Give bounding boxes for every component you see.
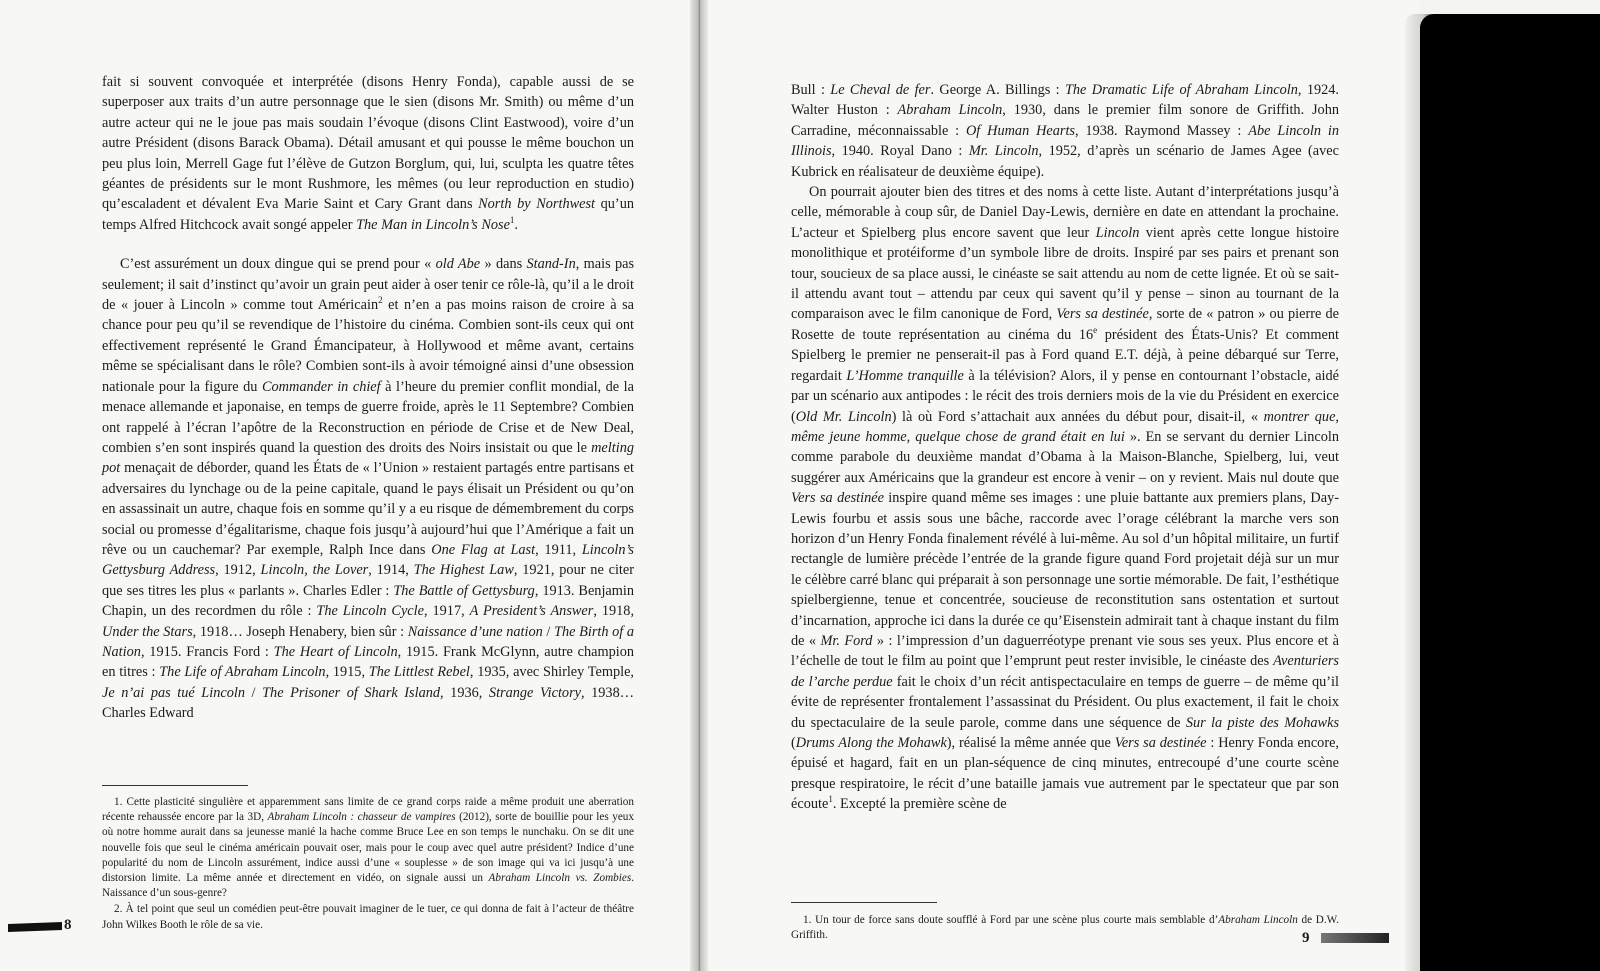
footnote-1-right bbox=[791, 913, 1339, 943]
text-run: 1. Un tour de force sans doute soufflé à Ford par une scène plus courte mais semblable d’ bbox=[803, 914, 1219, 926]
film-title: The Battle of Gettysburg bbox=[393, 582, 535, 599]
film-title: Old Mr. Lincoln bbox=[795, 408, 892, 425]
film-title: Abraham Lincoln : chasseur de vampires bbox=[267, 811, 456, 824]
text-run: de D.W. Griffith. bbox=[791, 914, 1339, 942]
text-run: , mais pas seulement; il sait d’instinct qu’avoir un grain peut aider à oser tenir ce rôle-là, qu’il a le droit de « jouer à Lincoln » comme tout Américain bbox=[102, 256, 635, 314]
left-page bbox=[0, 0, 690, 971]
text-run: / bbox=[542, 623, 555, 640]
right-body-text bbox=[791, 80, 1339, 815]
page-number-right: 9 bbox=[1302, 930, 1310, 946]
film-title: Abraham Lincoln bbox=[1218, 914, 1298, 926]
text-run: , 1915. Frank McGlynn, autre champion en titres : bbox=[102, 643, 634, 681]
left-paragraph-2 bbox=[102, 254, 634, 723]
film-title: The Lincoln Cycle bbox=[316, 603, 424, 620]
text-run: , 1914, bbox=[368, 562, 414, 579]
text-run: » dans bbox=[480, 256, 527, 273]
text-run: 2. À tel point que seul un comédien peut-être pouvait imaginer de le tuer, ce qui donna de fait à l’acteur de théâtre John Wilkes Booth le rôle de sa vie. bbox=[102, 903, 634, 931]
text-run: , 1913. Benjamin Chapin, un des recordmen du rôle : bbox=[102, 582, 635, 620]
text-run: , 1918, bbox=[593, 603, 635, 620]
left-footnotes bbox=[102, 795, 634, 933]
text-run: , 1915. Francis Ford : bbox=[140, 643, 274, 660]
film-title: Lincoln’s Gettysburg Address bbox=[102, 541, 634, 579]
text-run: ) là où Ford s’attachait aux années du début pour, disait-il, « bbox=[891, 408, 1264, 425]
film-title: Lincoln bbox=[1095, 224, 1140, 241]
text-run: , 1935, avec Shirley Temple, bbox=[469, 664, 634, 681]
text-run: , 1917, bbox=[423, 603, 470, 620]
text-run: C’est assurément un doux dingue qui se prend pour « bbox=[120, 256, 436, 273]
footnote-ref[interactable]: 1 bbox=[509, 215, 515, 226]
text-run: : Henry Fonda encore, épuisé et hagard, fait en un plan-séquence de cinq minutes, entrecoupé d’une courte scène presque respiratoire, le récit d’une bataille jamais vue autrement par le spectateur que par son écoute bbox=[791, 735, 1339, 813]
text-run: fait si souvent convoquée et interprétée (disons Henry Fonda), capable aussi de se superposer aux traits d’un autre personnage que le sien (disons Mr. Smith) ou même d’un autre acteur qui ne le joue pas mais soudain l’évoque (disons Clint Eastwood), voire d’un autre Président (disons Barack Obama). Détail amusant et qui pousse le même bouchon un peu plus loin, Merrell Gage fut l’élève de Gutzon Borglum, qui, lui, sculpta les quatre têtes géantes de présidents sur le mont Rushmore, les mêmes (ou leur reproduction en studio) qu’escaladent et dévalent Eva Marie Saint et Cary Grant dans bbox=[102, 74, 634, 213]
text-run: fait le choix d’un récit antispectaculaire en temps de guerre – de même qu’il évite de représenter frontalement l’assassinat du Président. Ou plus exactement, il fait le choix du spectaculaire de la seule parole, comme dans une séquence de bbox=[791, 673, 1339, 731]
page-number-left: 8 bbox=[64, 917, 72, 933]
footnote-1 bbox=[102, 795, 634, 901]
book-gutter bbox=[690, 0, 708, 971]
text-run: , 1930, dans le premier film sonore de Griffith. John Carradine, méconnaissable : bbox=[791, 102, 1339, 139]
text-run: 1. Cette plasticité singulière et apparemment sans limite de ce grand corps raide a même produit une aberration récente rehaussée encore par la 3D, bbox=[102, 796, 634, 824]
text-run: , 1936, bbox=[440, 684, 489, 701]
text-run: / bbox=[244, 684, 263, 701]
film-title: Drums Along the Mohawk bbox=[795, 735, 947, 751]
film-title: A President’s Answer bbox=[469, 603, 594, 620]
text-run: ( bbox=[791, 735, 796, 751]
left-body-text bbox=[102, 72, 634, 724]
film-title: One Flag at Last bbox=[431, 541, 536, 558]
footnote-2 bbox=[102, 902, 634, 932]
text-run: Bull : bbox=[791, 82, 831, 98]
text-run: , 1911, bbox=[535, 541, 582, 558]
text-run: (2012), sorte de bouillie pour les yeux où notre homme aurait dans sa jeunesse manié la hache comme Bruce Lee en son temps le nunchaku. On se dit une nouvelle fois que seul le cinéma américain pouvait oser, mais pour le coup avec quel autre président? Indice d’une popularité du nom de Lincoln assurément, indice aussi d’une « souplesse » de son image qui va ici jusqu’à une distorsion limite. La même année et directement en vidéo, on signale aussi un bbox=[102, 811, 634, 885]
emphasis: old Abe bbox=[435, 256, 481, 273]
emphasis: melting pot bbox=[102, 439, 634, 477]
footnote-ref[interactable]: 2 bbox=[378, 295, 383, 306]
footnote-ref[interactable]: 1 bbox=[828, 794, 833, 805]
page-edge-mark bbox=[1321, 933, 1389, 943]
left-paragraph-1 bbox=[102, 72, 634, 235]
right-paragraph-1 bbox=[791, 80, 1339, 182]
ordinal-suffix: e bbox=[1093, 325, 1098, 336]
text-run: ». En se servant du dernier Lincoln comme parabole du deuxième mandat d’Obama à la Maison-Blanche, Spielberg, lui, veut suggérer aux Américains que la grandeur est encore à venir – on y revient. Mais nul doute que bbox=[791, 428, 1339, 486]
film-title: Mr. Lincoln bbox=[968, 143, 1039, 160]
text-run: On pourrait ajouter bien des titres et des noms à cette liste. Autant d’interprétations jusqu’à celle, mémorable à coup sûr, de Daniel Day-Lewis, dernière en date en attendant la prochaine. L’acteur et Spielberg plus encore savent que leur bbox=[791, 184, 1339, 241]
text-run: , 1918… Joseph Henabery, bien sûr : bbox=[192, 623, 408, 640]
film-title: Abe Lincoln in Illinois bbox=[791, 122, 1339, 160]
scan-dark-border bbox=[1420, 14, 1600, 971]
text-run: vient après cette longue histoire monolithique et protéiforme d’un symbole libre de droits. Inspiré par ses pairs et prenant son tour, soucieux de sa place aussi, le cinéaste se sait attendu au nom de cette lignée. Et où se sait-il attendu avant tout – attendu par ceux qui savent qu’il y pense – sinon au tournant de la comparaison avec le film canonique de Ford, bbox=[791, 224, 1339, 323]
film-title: The Dramatic Life of Abraham Lincoln bbox=[1064, 82, 1298, 98]
film-title: Je n’ai pas tué Lincoln bbox=[102, 684, 245, 701]
film-title: L’Homme tranquille bbox=[846, 367, 964, 384]
film-title: The Man in Lincoln’s Nose bbox=[356, 216, 510, 233]
film-title: Lincoln, the Lover bbox=[260, 562, 369, 579]
emphasis: Mr. Ford bbox=[820, 632, 873, 649]
quotation: montrer que, même jeune homme, quelque chose de grand était en lui bbox=[791, 408, 1339, 445]
text-run: à l’heure du premier conflit mondial, de la menace allemande et japonaise, en temps de guerre froide, après le 11 Septembre? Combien ont rappelé à l’écran l’apôtre de la Reconstruction en période de Crise et de New Deal, combien s’en sont inspirés quand la question des droits des Noirs insistait ou que le bbox=[102, 378, 634, 456]
emphasis: Commander in chief bbox=[261, 378, 381, 395]
text-run: , 1938. Raymond Massey : bbox=[1075, 122, 1249, 139]
film-title: Strange Victory bbox=[488, 684, 581, 701]
footnote-divider bbox=[791, 902, 937, 903]
right-paragraph-2 bbox=[791, 182, 1339, 815]
text-run: , 1938… Charles Edward bbox=[102, 684, 635, 722]
text-run: . Excepté la première scène de bbox=[832, 796, 1007, 813]
film-title: Aventuriers de l’arche perdue bbox=[791, 653, 1339, 690]
page-edge-mark bbox=[8, 922, 62, 932]
text-run: , 1940. Royal Dano : bbox=[831, 143, 969, 160]
text-run: , 1921, pour ne citer que ses titres les plus « parlants ». Charles Edler : bbox=[102, 562, 635, 599]
text-run: président des États-Unis? Et comment Spielberg le premier ne penserait-il pas à Ford quand E.T. déjà, à peine débarqué sur Terre, regardait bbox=[791, 326, 1339, 384]
footnote-divider bbox=[102, 785, 248, 786]
film-title: Abraham Lincoln bbox=[897, 102, 1003, 119]
text-run: qu’un temps Alfred Hitchcock avait songé appeler bbox=[102, 196, 634, 233]
film-title: The Highest Law bbox=[413, 562, 514, 579]
text-run: et n’en a pas moins raison de croire à sa chance pour peu qu’il se revendique de l’histoire du cinéma. Combien sont-ils ceux qui ont effectivement représenté le Grand Émancipateur, à Hollywood et même avant, certains même se spécialisant dans le rôle? Combien sont-ils à avoir témoigné ainsi d’une obsession nationale pour la figure du bbox=[102, 297, 634, 395]
film-title: Of Human Hearts bbox=[965, 122, 1075, 139]
film-title: Le Cheval de fer bbox=[830, 82, 931, 98]
film-title: The Prisoner of Shark Island bbox=[262, 684, 441, 701]
film-title: The Littlest Rebel bbox=[368, 664, 470, 681]
film-title: The Heart of Lincoln bbox=[273, 643, 398, 660]
text-run: inspire quand même ses images : une pluie battante aux premiers plans, Day-Lewis fourbu et assis sous une bâche, raccorde avec l’orage célébrant la marche vers son horizon d’un Henry Fonda finalement révélé à lui-même. Au sol d’un hôpital militaire, un furtif rectangle de lumière précède l’entrée de la grande figure quand Ford projetait déjà sur un mur le célèbre carré blanc qui préparait à son personnage une sortie mémorable. De fait, l’esthétique spielbergienne, tenue et concentrée, soucieuse de reconstitution sans ostentation et surtout d’incarnation, approche ici dans la durée ce qu’Eisenstein admirait tant à chaque instant du film de « bbox=[791, 490, 1339, 649]
film-title: Sur la piste des Mohawks bbox=[1185, 714, 1340, 731]
right-page bbox=[708, 0, 1420, 971]
text-run: . George A. Billings : bbox=[930, 82, 1065, 98]
film-title: Vers sa destinée bbox=[1056, 306, 1149, 323]
text-run: , 1912, bbox=[215, 562, 261, 579]
text-run: . bbox=[514, 216, 518, 233]
text-run: menaçait de déborder, quand les États de « l’Union » restaient partagés entre partisans et adversaires du lynchage ou de la peine capitale, quand le pays élisait un Président ou qu’on en assassinait un autre, chaque fois en somme qu’il y a eu risque de démembrement du corps social ou promesse d’égalitarisme, chaque fois jusqu’à aujourd’hui que l’Amérique a fait un rêve ou un cauchemar? Par exemple, Ralph Ince dans bbox=[102, 460, 634, 558]
text-run: . Naissance d’un sous-genre? bbox=[102, 872, 634, 900]
film-title: Vers sa destinée bbox=[1114, 735, 1207, 751]
text-run: , 1952, d’après un scénario de James Agee (avec Kubrick en réalisateur de deuxième équipe). bbox=[791, 143, 1339, 180]
text-run: , sorte de « patron » ou pierre de Rosette de toute représentation au cinéma du 16 bbox=[791, 306, 1339, 343]
film-title: Stand-In bbox=[526, 256, 576, 273]
text-run: ), réalisé la même année que bbox=[946, 735, 1115, 751]
film-title: Naissance d’une nation bbox=[407, 623, 543, 640]
text-run: , 1924. Walter Huston : bbox=[791, 82, 1339, 119]
film-title: The Life of Abraham Lincoln bbox=[159, 664, 326, 681]
text-run: , 1915, bbox=[325, 664, 369, 681]
right-footnotes bbox=[791, 913, 1339, 943]
film-title: North by Northwest bbox=[478, 196, 596, 213]
film-title: Vers sa destinée bbox=[791, 490, 884, 507]
text-run: » : l’impression d’un daguerréotype prenant vie sous ses yeux. Plus encore et à l’échelle de tout le film au point que l’emprunt peut rester invisible, le cinéaste des bbox=[791, 632, 1339, 670]
text-run: à la télévision? Alors, il y pense en contournant l’obstacle, aidé par un scénario aux antipodes : le récit des trois derniers mois de la vie du Président en exercice ( bbox=[791, 367, 1340, 425]
film-title: The Birth of a Nation bbox=[102, 623, 635, 660]
film-title: Under the Stars bbox=[102, 623, 193, 640]
film-title: Abraham Lincoln vs. Zombies bbox=[488, 872, 632, 885]
